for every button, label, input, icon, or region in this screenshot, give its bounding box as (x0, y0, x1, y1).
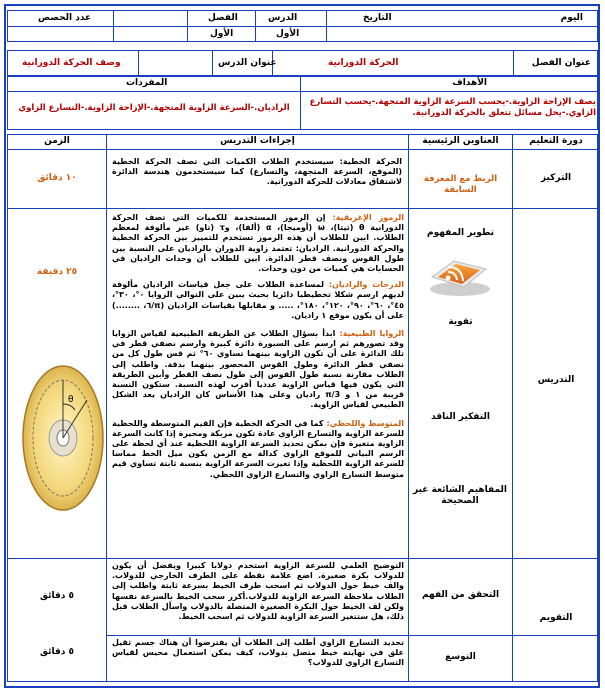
degrees-radians-paragraph (112, 280, 404, 321)
cycle-teach: التدريس (537, 375, 575, 385)
focus-time: ١٠ دقائق (37, 173, 77, 183)
theta-label: θ (68, 395, 74, 405)
vocabulary-text: الراديان.-السرعة الزاوية المتجهة.-الإزاحة الزاوية.-التسارع الزاوي (18, 103, 290, 113)
procedures-table (7, 134, 598, 682)
teach-procedures (112, 213, 404, 553)
greek-symbols-paragraph (112, 213, 404, 274)
header-table (7, 10, 598, 42)
heading-concept-development: تطوير المفهوم (426, 228, 495, 238)
heading-reinforcement: تقوية (448, 317, 473, 327)
cycle-assess: التقويم (539, 613, 573, 623)
heading-critical-thinking: التفكير الناقد (431, 412, 490, 422)
col-headings-header: العناوين الرئيسية (422, 136, 499, 146)
chapter-title-value: الحركة الدورانية (328, 58, 399, 68)
feed-icon (424, 247, 494, 299)
greek-symbols-title: الرموز الإغريقية: (332, 213, 404, 222)
average-instant-paragraph (112, 419, 404, 480)
objectives-label: الأهداف (452, 78, 487, 88)
date-label: التاريخ (363, 13, 392, 23)
heading-check-understanding: التحقق من الفهم (421, 590, 500, 600)
assess2-time: ٥ دقائق (39, 647, 75, 657)
teach-time: ٢٥ دقيقة (36, 267, 78, 277)
natural-angles-text: ابدأ بسؤال الطلاب عن الطريقة الطبيعية لقياس الزوايا وقد تصورهم ثم ارسم على السبورة دائرة كبيرة وارسم نصفي قطر في تلك الدائرة على أن تكون الزاوية بينهما تساوي ٦٠° ثم قس طول كل من نصفي قطر الدائرة وطول القوس المحصور بينهما بدقة. واطلب إلى الطلاب مقارنة نسبة طول القوس إلى طول نصف القطر وأبين الطريقة التي يكون فيها قياس الزاوية عدديا أقرب لهذه النسبة. ستكون النسبة قريبة من ١ و π/3 راديان وعلى هذا الأساس كان الراديان يعد الشكل الطبيعي لقياس الزاوية. (112, 329, 405, 410)
objectives-text: يصف الإزاحة الزاوية.-يحسب السرعة الزاوية المتجهة.-يحسب التسارع الزاوي.-يحل مسائل تتعلق بالحركة الدورانية. (309, 97, 596, 118)
heading-prior-knowledge: الربط مع المعرفة السابقة (423, 174, 498, 195)
chapter-value: الأول (210, 29, 234, 39)
lesson-title-value: وصف الحركة الدورانية (22, 58, 121, 68)
check-understanding-text: التوضيح العلمي للسرعة الزاوية استخدم دولابا كبيرا ويفضل أن يكون للدولاب بكرة صغيرة. اضع علامة نقطة على الطرف الخارجي للدولاب. والف خيط حول الدولاب ثم اسحب طرف الخيط بسرعة ثابتة واطلب إلى الطلاب ملاحظة السرعة الزاوية للدولاب.أكرر سحب الخيط بالسرعة نفسها ولكن لف الخيط حول البكرة الصغيرة المتصلة بالدولاب واسأل الطلاب قبل ذلك، هل ستتغير السرعة الزاوية للدولاب ثم اسحب الخيط. (112, 561, 404, 622)
degrees-radians-title: الدرجات والراديان: (328, 280, 404, 290)
wheel-diagram (13, 360, 105, 520)
col-time-header: الزمن (44, 136, 70, 146)
lesson-label: الدرس (268, 13, 298, 23)
col-cycle-header: دورة التعليم (529, 136, 583, 146)
average-instant-text: كما في الحركة الخطية فإن القيم المتوسطة واللحظية للسرعة الزاوية والتسارع الزاوي عادة تكون مربكة ومحيرة إذا كانت السرعة الزاوية متغيرة فإن بمكن تحديد السرعة الزاوية اللحظية عند أي لحظة على الرسم البياني للموقع الزاوي كدالة مع الزمن يكون ميل الخط مماسا للسرعة الزاوية اللحظية وإذا تغيرت السرعة الزاوية بنسبة ثابتة تساوي قيم متوسط التسارع الزاوي والتسارع الزاوي اللحظي. (112, 418, 404, 479)
chapter-label: الفصل (208, 13, 238, 23)
greek-symbols-text: إن الرموز المستخدمة للكميات التي تصف الحركة الدورانية θ (ثيتا)، ω (أوميجا)، α (ألفا)، وτ (تاو) غير مألوفة لمعظم الطلاب. ابين للطلاب أن هذه الرموز تستخدم للتمييز بين الحركة الخطية والحركة الدورانية. الراديان: تعتمد زاوية الدوران بالراديان على النسبة بين طول القوس ونصف قطر الدائرة. ابين للطلاب أن وحدات الراديان في الحسابات هي كميات من دون وحدات. (112, 213, 405, 274)
natural-angles-paragraph (112, 329, 404, 411)
periods-label: عدد الحصص (38, 13, 92, 23)
natural-angles-title: الزوايا الطبيعية: (339, 329, 404, 339)
extension-text: تحديد التسارع الزاوي أطلب إلى الطلاب أن يفترضوا أن هناك جسم ثقيل علق في نهايته خيط متصل بدولاب، كيف يمكن استعمال محيس لقياس التسارع الزاوي للدولاب؟ (112, 638, 404, 668)
day-label: اليوم (560, 13, 583, 23)
chapter-title-label: عنوان الفصل (531, 58, 591, 68)
degrees-radians-text: لمساعدة الطلاب على جعل قياسات الراديان مألوفة لديهم ارسم شكلا تخطيطيا دائريا بحيث يبين على التوالي الزوايا ٠°، ٣٠°، ٤٥°، ٦٠°، ٩٠°، ١٢٠°، ١٨٠°، ..... و مقابلها بقياسات الراديان (π/٦، ........) على أن يكون موقع ١ راديان. (112, 280, 405, 320)
col-procedures-header: إجراءات التدريس (220, 136, 295, 146)
lesson-value: الأول (276, 29, 300, 39)
cycle-focus: التركيز (540, 173, 572, 183)
heading-misconceptions: المفاهيم الشائعة غير الصحيحة (413, 485, 507, 506)
heading-extension: التوسع (445, 652, 476, 662)
titles-row (7, 50, 598, 76)
objectives-table (7, 76, 598, 130)
average-instant-title: المتوسط واللحظي: (326, 418, 405, 428)
assess1-time: ٥ دقائق (39, 591, 75, 601)
lesson-title-label: عنوان الدرس (218, 58, 277, 68)
focus-text: الحركة الخطية: سيستخدم الطلاب الكميات التي تصف الحركة الخطية (الموقع، السرعة المتجهة، والتسارع) كما سيستخدمون هندسة الدائرة لاشتقاق معادلات للحركة الدورانية. (112, 157, 402, 187)
vocabulary-label: المفردات (126, 78, 168, 88)
